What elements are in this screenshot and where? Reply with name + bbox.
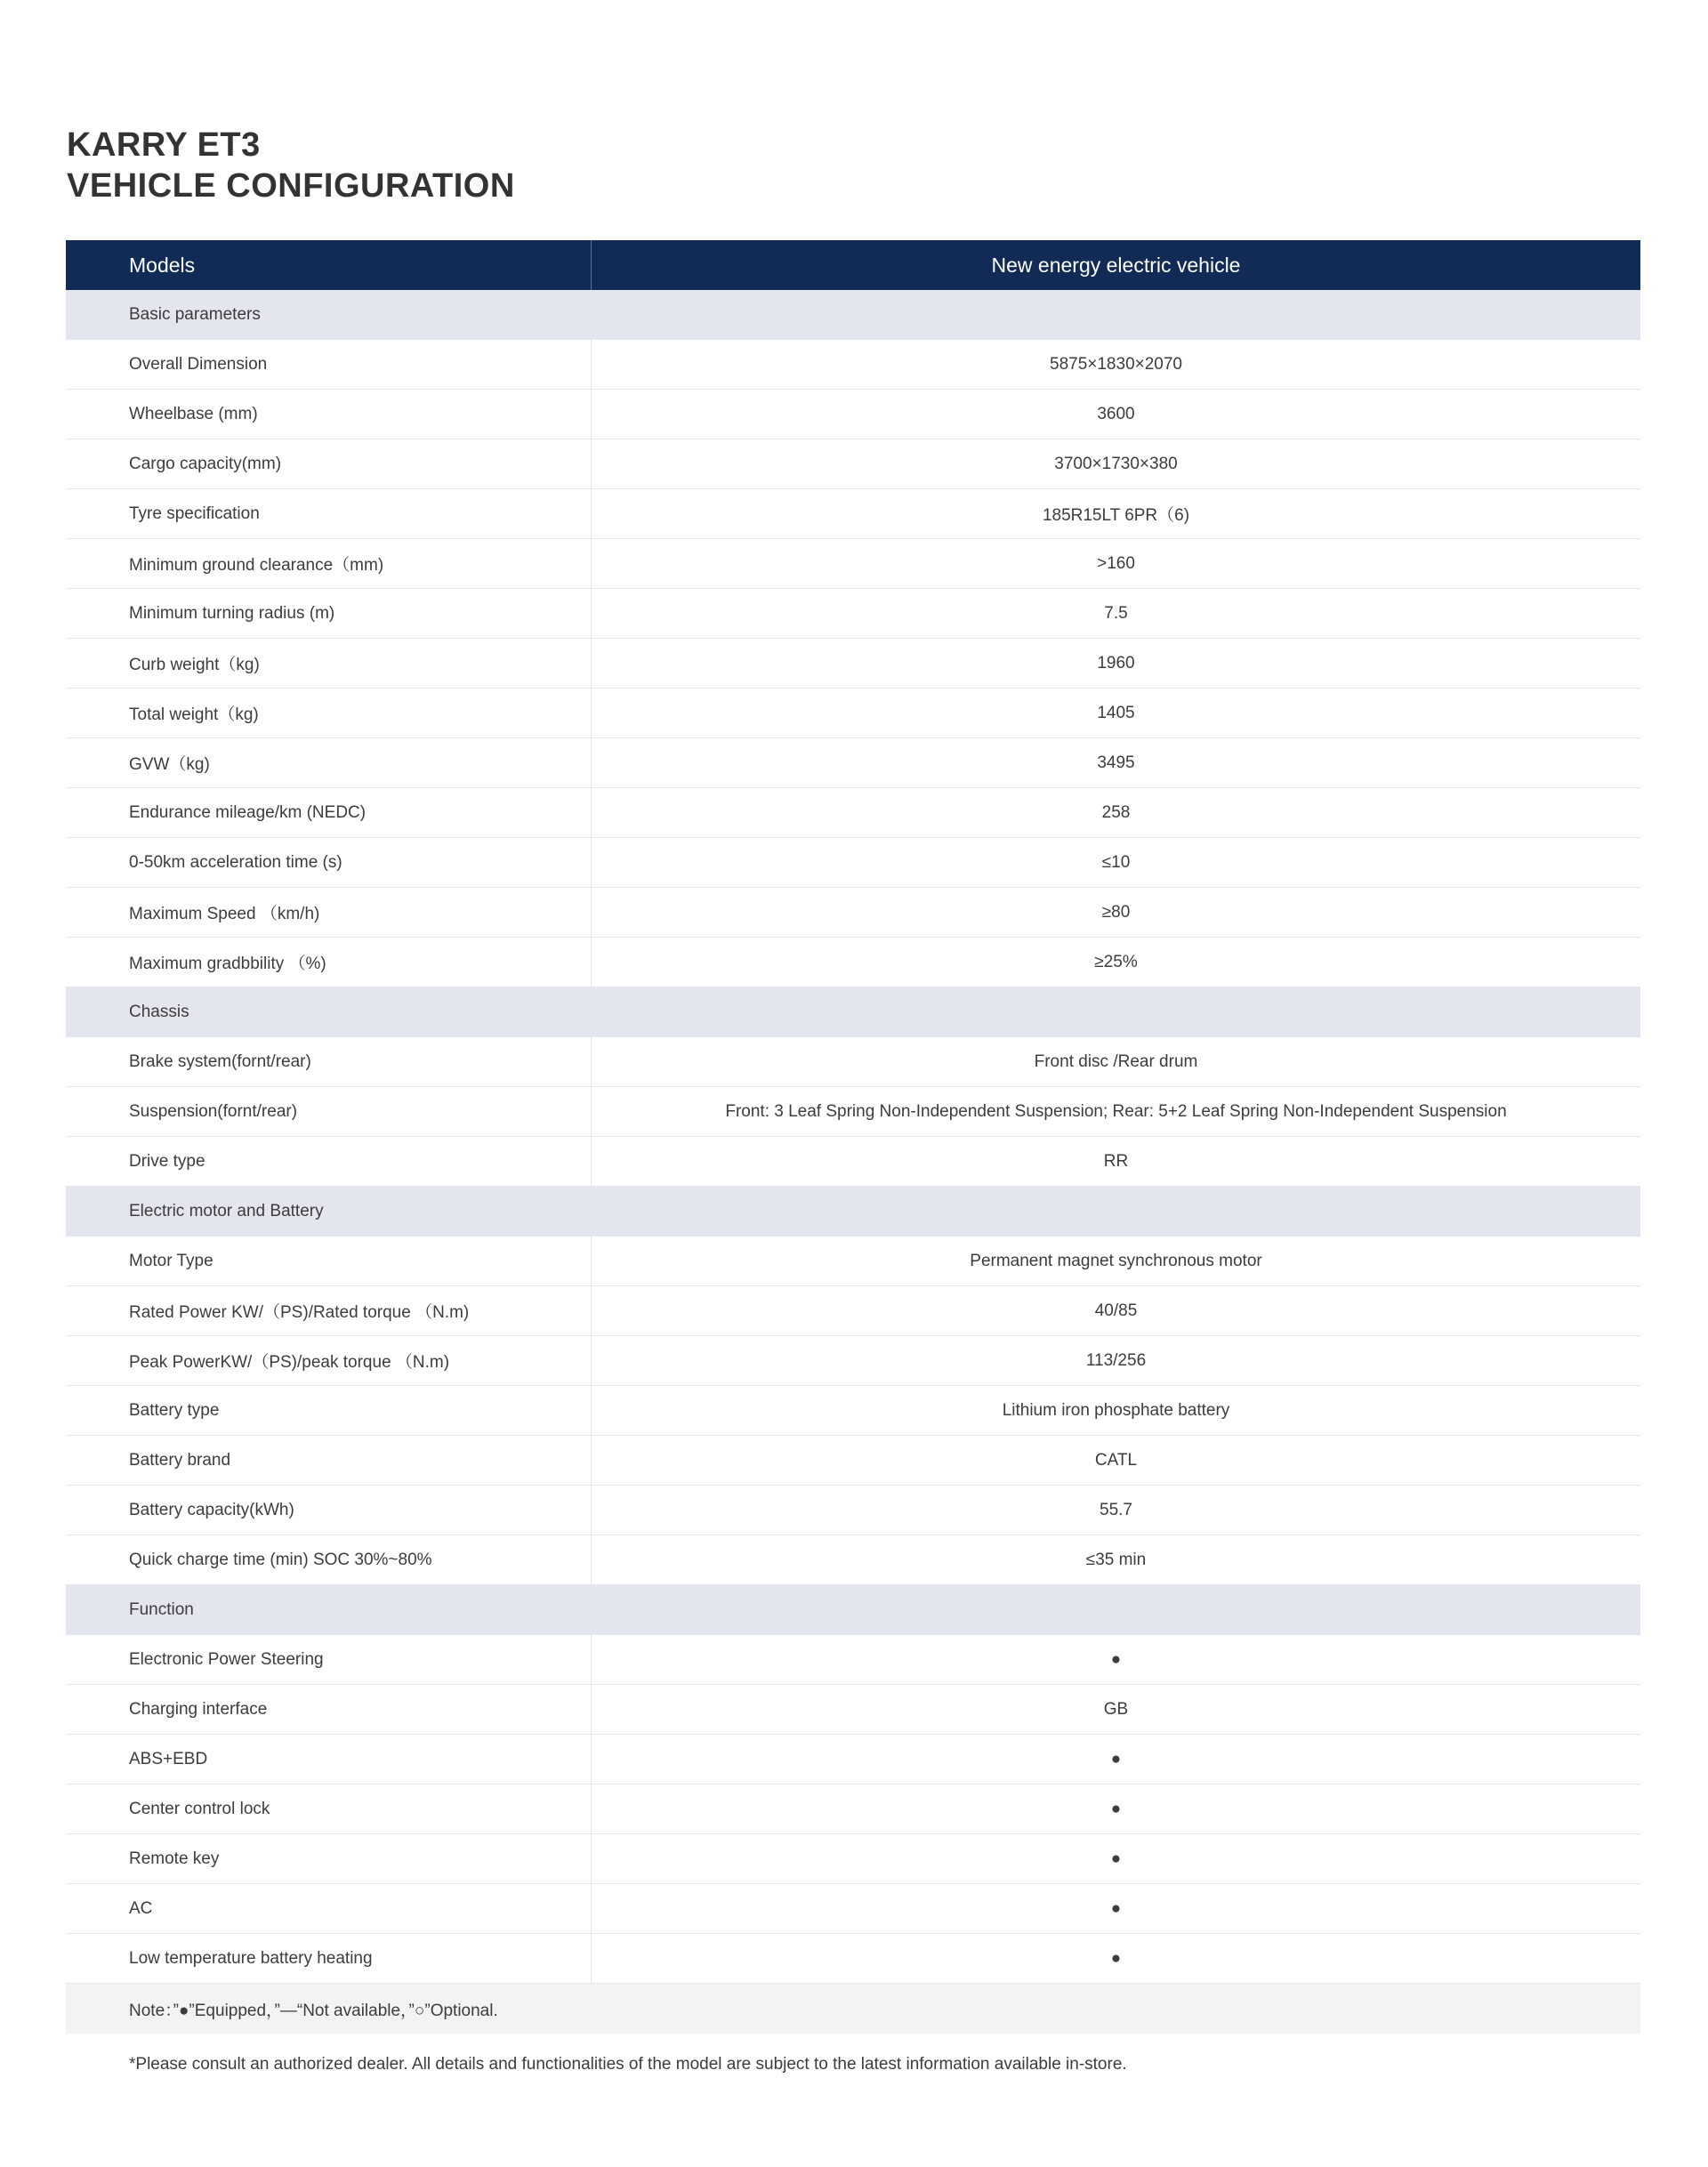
title-line-subtitle: VEHICLE CONFIGURATION <box>67 167 515 205</box>
row-value: ● <box>1110 1948 1122 1968</box>
section-title: Electric motor and Battery <box>129 1202 324 1220</box>
row-value: 258 <box>1101 802 1131 822</box>
row-label: Low temperature battery heating <box>66 1934 592 1983</box>
row-value: >160 <box>1097 553 1135 573</box>
section-title: Chassis <box>129 1003 189 1021</box>
row-label: Endurance mileage/km (NEDC) <box>66 788 592 837</box>
row-label: Cargo capacity(mm) <box>66 439 592 488</box>
row-label: Minimum ground clearance（mm) <box>66 539 592 588</box>
table-row <box>66 439 1640 489</box>
row-value: 113/256 <box>1085 1350 1147 1370</box>
row-label: Tyre specification <box>66 489 592 538</box>
table-row <box>66 1386 1640 1436</box>
table-row <box>66 1535 1640 1585</box>
header-model-name: New energy electric vehicle <box>991 253 1241 277</box>
row-label: Remote key <box>66 1834 592 1883</box>
table-row <box>66 738 1640 788</box>
table-row <box>66 1286 1640 1336</box>
table-row <box>66 1834 1640 1884</box>
section-title: Basic parameters <box>129 305 261 324</box>
row-value: ● <box>1110 1749 1122 1768</box>
table-row <box>66 390 1640 439</box>
row-label: Battery brand <box>66 1436 592 1485</box>
configuration-table <box>66 240 1640 2034</box>
table-row <box>66 1137 1640 1187</box>
row-value: 7.5 <box>1104 603 1128 623</box>
row-value: ≥25% <box>1094 952 1138 971</box>
table-row <box>66 340 1640 390</box>
row-label: Total weight（kg) <box>66 689 592 737</box>
row-label: Maximum gradbbility （%) <box>66 938 592 987</box>
row-label: Quick charge time (min) SOC 30%~80% <box>66 1535 592 1584</box>
row-label: Peak PowerKW/（PS)/peak torque （N.m) <box>66 1336 592 1385</box>
page-title <box>67 125 515 206</box>
row-label: 0-50km acceleration time (s) <box>66 838 592 887</box>
row-value: Lithium iron phosphate battery <box>1002 1400 1230 1420</box>
table-row <box>66 639 1640 689</box>
table-row <box>66 1735 1640 1784</box>
row-label: Charging interface <box>66 1685 592 1734</box>
row-label: Wheelbase (mm) <box>66 390 592 439</box>
row-label: Curb weight（kg) <box>66 639 592 688</box>
table-row <box>66 1087 1640 1137</box>
row-value: 5875×1830×2070 <box>1050 354 1182 374</box>
row-label: Rated Power KW/（PS)/Rated torque （N.m) <box>66 1286 592 1335</box>
row-label: Battery type <box>66 1386 592 1435</box>
table-row <box>66 1336 1640 1386</box>
disclaimer-text: *Please consult an authorized dealer. All details and functionalities of the model are subject to the latest information available in-store. <box>129 2055 1127 2074</box>
table-row <box>66 1436 1640 1486</box>
row-label: Brake system(fornt/rear) <box>66 1037 592 1086</box>
table-row <box>66 1037 1640 1087</box>
table-row <box>66 838 1640 888</box>
row-label: Motor Type <box>66 1237 592 1285</box>
row-value: 55.7 <box>1100 1500 1132 1519</box>
legend-note-row <box>66 1984 1640 2034</box>
title-line-model: KARRY ET3 <box>67 126 261 164</box>
header-models-label: Models <box>66 240 592 290</box>
section-header <box>66 290 1640 340</box>
row-value: CATL <box>1094 1450 1138 1470</box>
row-label: Battery capacity(kWh) <box>66 1486 592 1535</box>
table-row <box>66 539 1640 589</box>
row-value: ● <box>1110 1898 1122 1918</box>
row-value: 185R15LT 6PR（6) <box>1042 506 1190 525</box>
table-row <box>66 589 1640 639</box>
row-value: 1960 <box>1097 653 1135 673</box>
table-row <box>66 1934 1640 1984</box>
table-row <box>66 1685 1640 1735</box>
section-header <box>66 1585 1640 1635</box>
row-value: GB <box>1103 1699 1129 1719</box>
table-row <box>66 489 1640 539</box>
row-value: Front: 3 Leaf Spring Non-Independent Suspension; Rear: 5+2 Leaf Spring Non-Independent Suspension <box>725 1101 1507 1121</box>
row-value: Permanent magnet synchronous motor <box>970 1251 1262 1270</box>
row-value: 3495 <box>1097 753 1135 772</box>
legend-note: Note：”●”Equipped，”—“Not available，”○”Optional. <box>129 2001 498 2020</box>
row-label: Center control lock <box>66 1784 592 1833</box>
table-header <box>66 240 1640 290</box>
row-label: Maximum Speed （km/h) <box>66 888 592 937</box>
table-row <box>66 788 1640 838</box>
row-value: ● <box>1110 1799 1122 1818</box>
row-label: Overall Dimension <box>66 340 592 389</box>
table-row <box>66 689 1640 738</box>
table-row <box>66 1486 1640 1535</box>
row-label: GVW（kg) <box>66 738 592 787</box>
row-value: ● <box>1110 1849 1122 1868</box>
table-row <box>66 1884 1640 1934</box>
row-value: 3700×1730×380 <box>1054 454 1178 473</box>
section-header <box>66 1187 1640 1237</box>
table-row <box>66 1635 1640 1685</box>
table-row <box>66 938 1640 987</box>
row-value: ≤35 min <box>1085 1550 1147 1569</box>
table-row <box>66 1237 1640 1286</box>
row-value: ● <box>1110 1649 1122 1669</box>
table-row <box>66 1784 1640 1834</box>
row-value: 3600 <box>1097 404 1135 423</box>
row-label: Minimum turning radius (m) <box>66 589 592 638</box>
table-row <box>66 888 1640 938</box>
row-label: AC <box>66 1884 592 1933</box>
row-value: ≥80 <box>1101 902 1131 922</box>
row-label: Suspension(fornt/rear) <box>66 1087 592 1136</box>
row-value: 1405 <box>1097 703 1135 722</box>
row-value: Front disc /Rear drum <box>1034 1051 1198 1071</box>
section-title: Function <box>129 1600 194 1619</box>
row-value: 40/85 <box>1094 1301 1138 1320</box>
row-label: ABS+EBD <box>66 1735 592 1784</box>
row-value: ≤10 <box>1101 852 1131 872</box>
section-header <box>66 987 1640 1037</box>
row-label: Drive type <box>66 1137 592 1186</box>
row-value: RR <box>1103 1151 1129 1171</box>
row-label: Electronic Power Steering <box>66 1635 592 1684</box>
